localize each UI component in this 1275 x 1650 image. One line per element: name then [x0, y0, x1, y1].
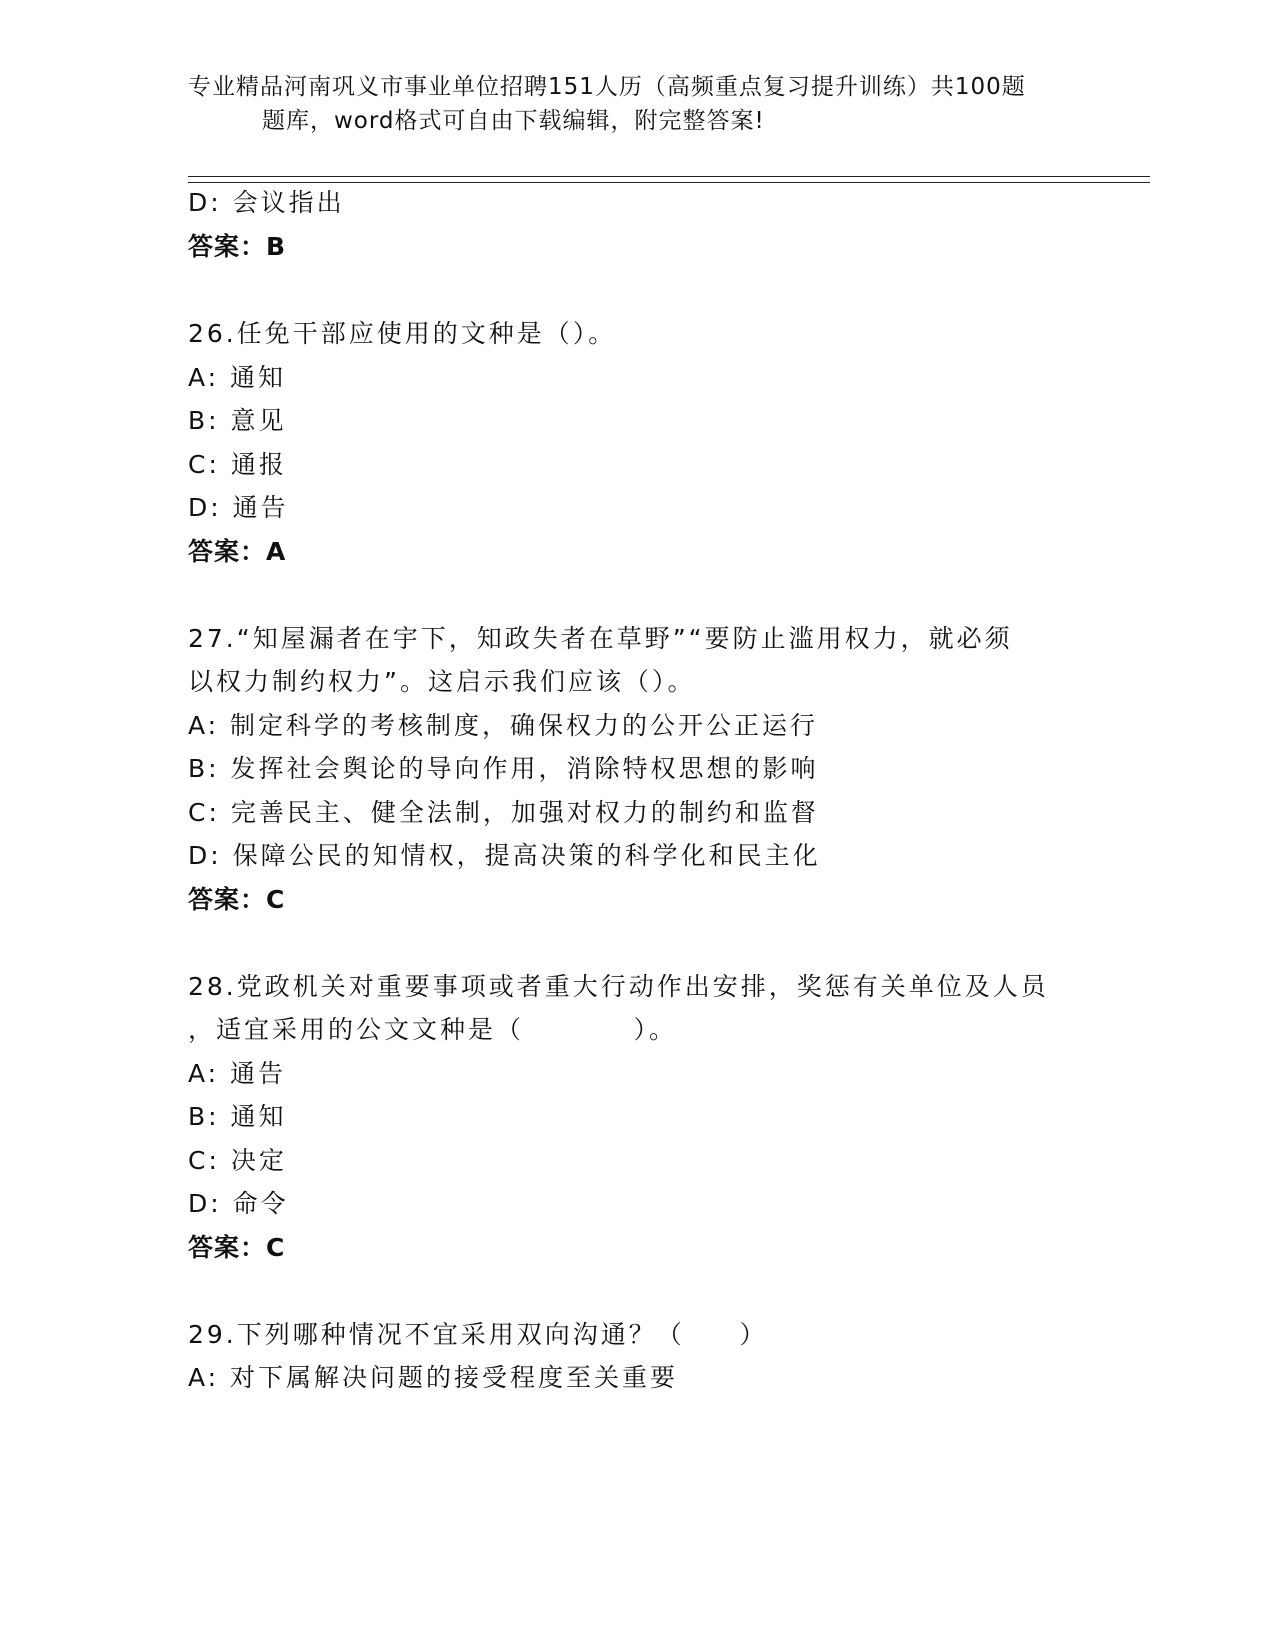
q28-stem-line-1: 28.党政机关对重要事项或者重大行动作出安排，奖惩有关单位及人员 — [188, 972, 1049, 1001]
q27-answer: 答案：C — [188, 885, 286, 914]
q28-option-d: D: 命令 — [188, 1189, 289, 1218]
q26-stem: 26.任免干部应使用的文种是（）。 — [188, 319, 617, 348]
q29-option-a: A: 对下属解决问题的接受程度至关重要 — [188, 1363, 679, 1392]
q28-option-a: A: 通告 — [188, 1059, 287, 1088]
header-title-line-2: 题库，word格式可自由下载编辑，附完整答案! — [262, 108, 765, 134]
q28-answer: 答案：C — [188, 1233, 286, 1262]
q26-option-d: D: 通告 — [188, 493, 289, 522]
header-divider-top — [188, 176, 1150, 177]
q25-answer: 答案：B — [188, 232, 287, 261]
q28-option-b: B: 通知 — [188, 1102, 287, 1131]
q29-stem: 29.下列哪种情况不宜采用双向沟通？（ ） — [188, 1320, 768, 1349]
q28-option-c: C: 决定 — [188, 1146, 287, 1175]
q26-option-a: A: 通知 — [188, 363, 287, 392]
document-header — [0, 70, 1275, 138]
q26-option-b: B: 意见 — [188, 406, 287, 435]
header-divider-bottom — [188, 182, 1150, 183]
q27-stem-line-2: 以权力制约权力”。这启示我们应该（）。 — [188, 667, 696, 696]
q27-stem-line-1: 27.“知屋漏者在宇下，知政失者在草野”“要防止滥用权力，就必须 — [188, 624, 1013, 653]
header-title-line-1: 专业精品河南巩义市事业单位招聘151人历（高频重点复习提升训练）共100题 — [188, 74, 1026, 100]
q26-option-c: C: 通报 — [188, 450, 287, 479]
q27-option-c: C: 完善民主、健全法制，加强对权力的制约和监督 — [188, 798, 819, 827]
q25-option-d: D: 会议指出 — [188, 188, 345, 217]
q26-answer: 答案：A — [188, 537, 287, 566]
q27-option-d: D: 保障公民的知情权，提高决策的科学化和民主化 — [188, 841, 821, 870]
q27-option-a: A: 制定科学的考核制度，确保权力的公开公正运行 — [188, 711, 819, 740]
q27-option-b: B: 发挥社会舆论的导向作用，消除特权思想的影响 — [188, 754, 819, 783]
q28-stem-line-2: ，适宜采用的公文文种是（ ）。 — [188, 1015, 677, 1044]
